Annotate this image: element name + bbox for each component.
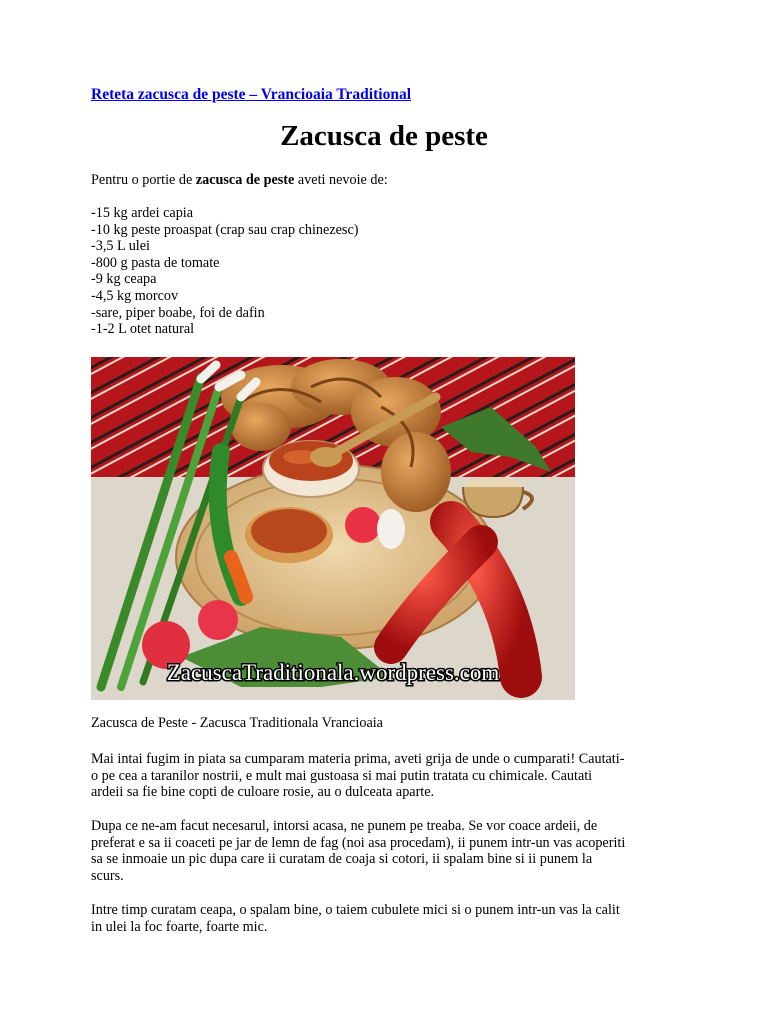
recipe-source-link[interactable]: Reteta zacusca de peste – Vrancioaia Traditional (91, 86, 412, 103)
paragraph-line: Dupa ce ne-am facut necesarul, intorsi acasa, ne punem pe treaba. Se vor coace ardeii, de (91, 818, 598, 834)
ingredient-item: -9 kg ceapa (91, 271, 157, 288)
paragraph-line: Intre timp curatam ceapa, o spalam bine, o taiem cubulete mici si o punem intr-un vas la calit (91, 902, 620, 918)
ingredient-item: -4,5 kg morcov (91, 287, 179, 304)
paragraph-market (91, 751, 681, 801)
ingredient-list (91, 205, 358, 338)
zacusca-photo-illustration (91, 357, 575, 700)
photo-watermark: ZacuscaTraditionala.wordpress.com (166, 660, 500, 685)
ingredient-item: -3,5 L ulei (91, 238, 150, 255)
paragraph-line: ardeii sa fie bine copti de culoare rosie, au o dulceata aparte. (91, 784, 435, 801)
paragraph-line: scurs. (91, 867, 124, 884)
paragraph-line: o pe cea a taranilor nostrii, e mult mai gustoasa si mai putin tratata cu chimicale. Cautati (91, 767, 593, 784)
ingredient-item: -10 kg peste proaspat (crap sau crap chinezesc) (91, 221, 359, 238)
intro-line (91, 172, 388, 189)
ingredient-item: -15 kg ardei capia (91, 205, 194, 221)
intro-text-after: aveti nevoie de: (294, 172, 388, 188)
intro-text-before: Pentru o portie de (91, 172, 196, 188)
page-title: Zacusca de peste (280, 120, 488, 152)
ingredient-item: -1-2 L otet natural (91, 321, 195, 338)
photo-caption: Zacusca de Peste - Zacusca Traditionala Vrancioaia (91, 715, 383, 731)
ingredient-item: -sare, piper boabe, foi de dafin (91, 304, 265, 321)
paragraph-line: Mai intai fugim in piata sa cumparam materia prima, aveti grija de unde o cumparati! Cautati- (91, 751, 625, 767)
intro-text-bold: zacusca de peste (195, 172, 295, 188)
paragraph-onion (91, 902, 681, 935)
paragraph-line: in ulei la foc foarte, foarte mic. (91, 918, 268, 935)
paragraph-line: preferat e sa ii coaceti pe jar de lemn de fag (noi asa procedam), ii punem intr-un vas acoperiti (91, 834, 626, 851)
paragraph-peppers (91, 818, 681, 884)
ingredient-item: -800 g pasta de tomate (91, 254, 220, 271)
zacusca-photo (91, 357, 575, 700)
paragraph-line: sa se inmoaie un pic dupa care ii curatam de coaja si cotori, ii spalam bine si ii punem la (91, 851, 593, 868)
